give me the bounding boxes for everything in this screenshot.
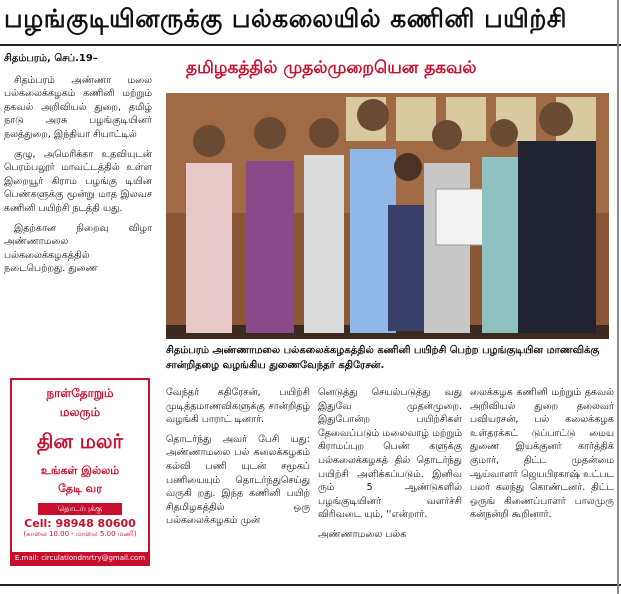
col4-para-1: லைக்கழக கணினி மற்றும் தகவல் அறிவியல் துறை தலைவர் பவியரசன், பல் கலைக்கழக உள்தரக்கட் டுப்பாட்டு மைய துணை இயக்குனர் கார்த்திக் குமார், திட்ட முதன்மை ஆய்வாளர் ஜெயபிரகாஷ் உட்பட பலர் கலந்து கொண்டனர். திட்ட ஒருங் கிணைப்பாளர் பாலமுரு கன்நன்றி கூறினார். — [470, 387, 614, 521]
article-column-4 — [470, 386, 614, 528]
article-column-3 — [318, 386, 462, 548]
ad-line-4: தேடி வர — [58, 482, 102, 495]
article-column-2 — [166, 386, 310, 534]
ad-line-3: உங்கள் இல்லம் — [40, 464, 120, 477]
subhead: தமிழகத்தில் முதல்முறையென தகவல் — [186, 58, 477, 78]
news-photo — [166, 93, 609, 339]
col2-para-2: தொடர்ந்து அவர் பேசி யது: அண்ணாமலை பல் கலைக்கழகம் கல்வி பணி யுடன் சமூகப் பணியையும் தொடர்ந்துசெய்து வருகி றது. இந்த கணினி பயிற் சிதமிழகத்தில் ஒரு பல்கலைக்கழகம் முன் — [166, 433, 310, 527]
article-column-1 — [4, 74, 152, 283]
col1-para-3: இதற்கான நிறைவு விழா அண்ணாமலை பல்கலைக்கழகத்தில் நடைபெற்றது. துணை — [4, 223, 152, 275]
col1-para-2: குழு, அமெரிக்கா உதவியுடன் பெரம்பலூர் மாவட்டத்தில் உள்ள இறையூர் கிராம பழங்கு டியின பெண்களுக்கு மூன்று மாத இலவச கணினி பயிற்சி நடத்தி யது. — [4, 149, 152, 214]
ad-phone: Cell: 98948 80600 — [24, 517, 136, 530]
col3-para-2: அண்ணாமலை பல்க — [318, 528, 407, 540]
ad-contact-label: தொடர்புக்கு — [38, 503, 122, 515]
ad-line-1: நாள்தோறும் — [46, 386, 114, 400]
dateline: சிதம்பரம், செப்.19– — [4, 53, 98, 64]
ad-brand: தின மலர் — [37, 429, 123, 453]
ad-email: E.mail: circulationdmrtry@gmail.com — [12, 552, 148, 564]
right-border — [617, 0, 619, 594]
col3-para-1: னெடுத்து செயல்படுத்து வது இதுவே முதன்முறை. இதுபோன்ற பயிற்சிகள் தேவைப்படும் மலைவாழ் மற்றும் கிராமப்புற பெண் களுக்கு பல்கலைக்கழகத் தில் தொடர்ந்து பயிற்சி அளிக்கப்படும். இனிவ ரும் 5 ஆண்டுகளில் பழங்குடியினர் வளர்ச்சி விரிவடை யும், ''என்றார். — [318, 387, 462, 521]
headline: பழங்குடியினருக்கு பல்கலையில் கணினி பயிற்சி — [4, 4, 567, 33]
ad-line-2: மலரும் — [59, 405, 101, 419]
dinamalar-logo — [12, 427, 148, 458]
photo-caption: சிதம்பரம் அண்ணாமலை பல்கலைக்கழகத்தில் கணினி பயிற்சி பெற்ற பழங்குடியின மாணவிக்கு சான்றிதழை வழங்கிய துணைவேந்தர் கதிரேசன். — [166, 345, 600, 371]
ad-hours: (காலை 10.00 - மாலை 5.00 மணி) — [23, 530, 137, 538]
col2-para-1: வேந்தர் கதிரேசன், பயிற்சி முடித்தமாணவிகளுக்கு சான்றிதழ் வழங்கி பாராட் டினார். — [166, 387, 310, 426]
headline-rule — [0, 44, 621, 46]
col1-para-1: சிதம்பரம் அண்ணா மலை பல்கலைக்கழகம் கணினி மற்றும் தகவல் அறிவியல் துறை, தமிழ் நாடு அரசு பழங்குடியினர் நலத்துறை, இந்தியா சியாட்டில் — [4, 75, 152, 140]
dinamalar-advertisement — [10, 378, 150, 566]
bottom-rule — [0, 584, 621, 586]
photo-illustration — [166, 93, 609, 339]
